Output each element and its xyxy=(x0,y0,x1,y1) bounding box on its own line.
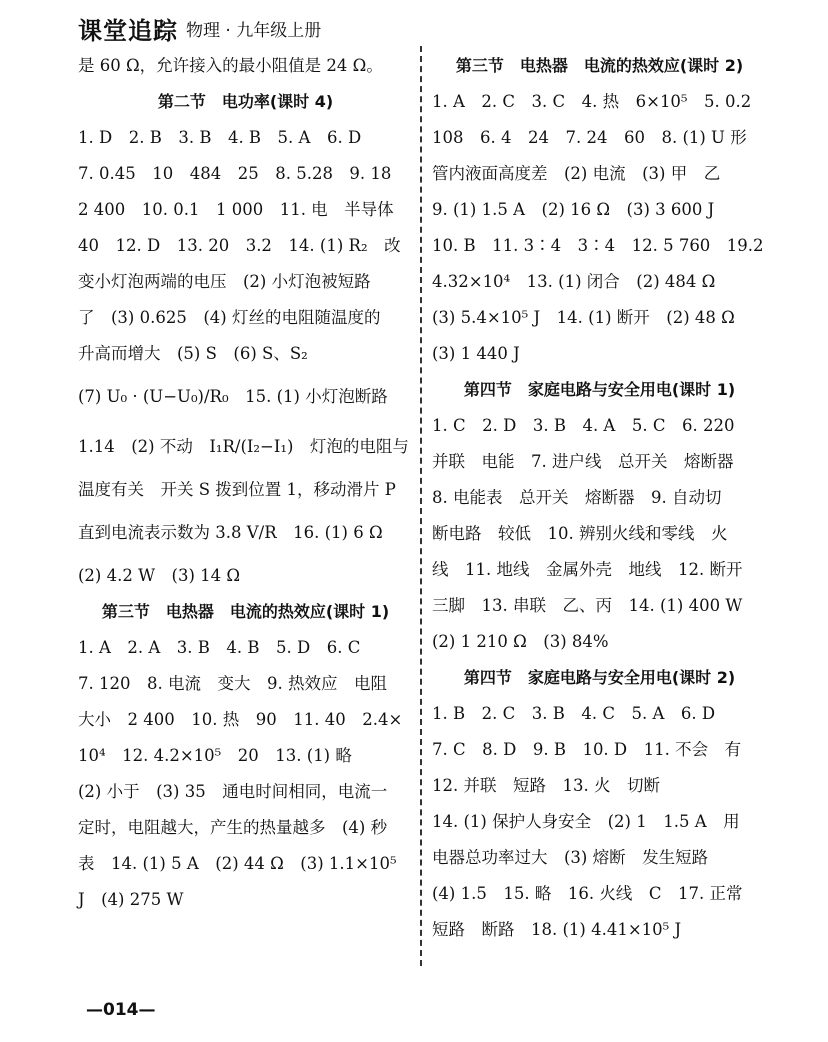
answer-line: (2) 小于 (3) 35 通电时间相同，电流一 xyxy=(78,782,388,801)
answer-line: 变小灯泡两端的电压 (2) 小灯泡被短路 xyxy=(78,272,371,291)
section-title: 第四节 家庭电路与安全用电(课时 1) xyxy=(463,380,736,399)
answer-line: 升高而增大 (5) S (6) S、S₂ xyxy=(78,344,308,363)
book-subtitle: 物理 · 九年级上册 xyxy=(186,20,322,41)
answer-line: 短路 断路 18. (1) 4.41×10⁵ J xyxy=(432,920,682,939)
section-title: 第二节 电功率(课时 4) xyxy=(157,92,334,111)
answer-line: 电器总功率过大 (3) 熔断 发生短路 xyxy=(432,848,709,867)
brand-title: 课堂追踪 xyxy=(78,16,178,45)
answer-line: 40 12. D 13. 20 3.2 14. (1) R₂ 改 xyxy=(78,236,401,255)
answer-line: 4.32×10⁴ 13. (1) 闭合 (2) 484 Ω xyxy=(432,272,716,291)
answer-line: 108 6. 4 24 7. 24 60 8. (1) U 形 xyxy=(432,128,747,147)
answer-line: 7. 0.45 10 484 25 8. 5.28 9. 18 xyxy=(78,164,392,183)
answer-line: 1. A 2. A 3. B 4. B 5. D 6. C xyxy=(78,638,361,657)
answer-line: 表 14. (1) 5 A (2) 44 Ω (3) 1.1×10⁵ xyxy=(78,854,397,873)
answer-line: 1. D 2. B 3. B 4. B 5. A 6. D xyxy=(78,128,362,147)
section-title: 第三节 电热器 电流的热效应(课时 2) xyxy=(455,56,744,75)
answer-line: 三脚 13. 串联 乙、丙 14. (1) 400 W xyxy=(432,596,743,615)
answer-line: J (4) 275 W xyxy=(78,890,184,909)
formula-line: 1.14 (2) 不动 I₁R/(I₂−I₁) 灯泡的电阻与 xyxy=(78,437,409,456)
section-title: 第四节 家庭电路与安全用电(课时 2) xyxy=(463,668,736,687)
answer-line: (2) 1 210 Ω (3) 84% xyxy=(432,632,609,651)
right-column xyxy=(432,48,767,948)
answer-line: 管内液面高度差 (2) 电流 (3) 甲 乙 xyxy=(432,164,721,183)
left-column xyxy=(78,48,413,918)
answer-line: 2 400 10. 0.1 1 000 11. 电 半导体 xyxy=(78,200,394,219)
page-header xyxy=(78,12,321,44)
column-divider xyxy=(420,46,422,966)
answer-line: 断电路 较低 10. 辨别火线和零线 火 xyxy=(432,524,728,543)
text-line: 是 60 Ω，允许接入的最小阻值是 24 Ω。 xyxy=(78,56,383,75)
answer-line: (3) 1 440 J xyxy=(432,344,520,363)
answer-line: 线 11. 地线 金属外壳 地线 12. 断开 xyxy=(432,560,743,579)
answer-line: (3) 5.4×10⁵ J 14. (1) 断开 (2) 48 Ω xyxy=(432,308,735,327)
answer-line: (2) 4.2 W (3) 14 Ω xyxy=(78,566,241,585)
answer-line: 并联 电能 7. 进户线 总开关 熔断器 xyxy=(432,452,734,471)
answer-line: 7. 120 8. 电流 变大 9. 热效应 电阻 xyxy=(78,674,387,693)
answer-line: 10. B 11. 3∶4 3∶4 12. 5 760 19.2 xyxy=(432,236,764,255)
formula-line: (7) U₀ · (U−U₀)/R₀ 15. (1) 小灯泡断路 xyxy=(78,387,388,406)
answer-line: 7. C 8. D 9. B 10. D 11. 不会 有 xyxy=(432,740,742,759)
formula-line: 直到电流表示数为 3.8 V/R 16. (1) 6 Ω xyxy=(78,523,383,542)
answer-line: 9. (1) 1.5 A (2) 16 Ω (3) 3 600 J xyxy=(432,200,715,219)
answer-line: (4) 1.5 15. 略 16. 火线 C 17. 正常 xyxy=(432,884,743,903)
answer-line: 定时，电阻越大，产生的热量越多 (4) 秒 xyxy=(78,818,388,837)
answer-line: 8. 电能表 总开关 熔断器 9. 自动切 xyxy=(432,488,722,507)
answer-line: 大小 2 400 10. 热 90 11. 40 2.4× xyxy=(78,710,403,729)
answer-line: 1. B 2. C 3. B 4. C 5. A 6. D xyxy=(432,704,716,723)
answer-line: 14. (1) 保护人身安全 (2) 1 1.5 A 用 xyxy=(432,812,740,831)
answer-line: 温度有关 开关 S 拨到位置 1，移动滑片 P xyxy=(78,480,396,499)
answer-line: 12. 并联 短路 13. 火 切断 xyxy=(432,776,660,795)
answer-line: 1. C 2. D 3. B 4. A 5. C 6. 220 xyxy=(432,416,735,435)
answer-line: 1. A 2. C 3. C 4. 热 6×10⁵ 5. 0.2 xyxy=(432,92,752,111)
answer-line: 了 (3) 0.625 (4) 灯丝的电阻随温度的 xyxy=(78,308,381,327)
page-number: —014— xyxy=(86,1000,156,1020)
section-title: 第三节 电热器 电流的热效应(课时 1) xyxy=(101,602,390,621)
answer-line: 10⁴ 12. 4.2×10⁵ 20 13. (1) 略 xyxy=(78,746,352,765)
